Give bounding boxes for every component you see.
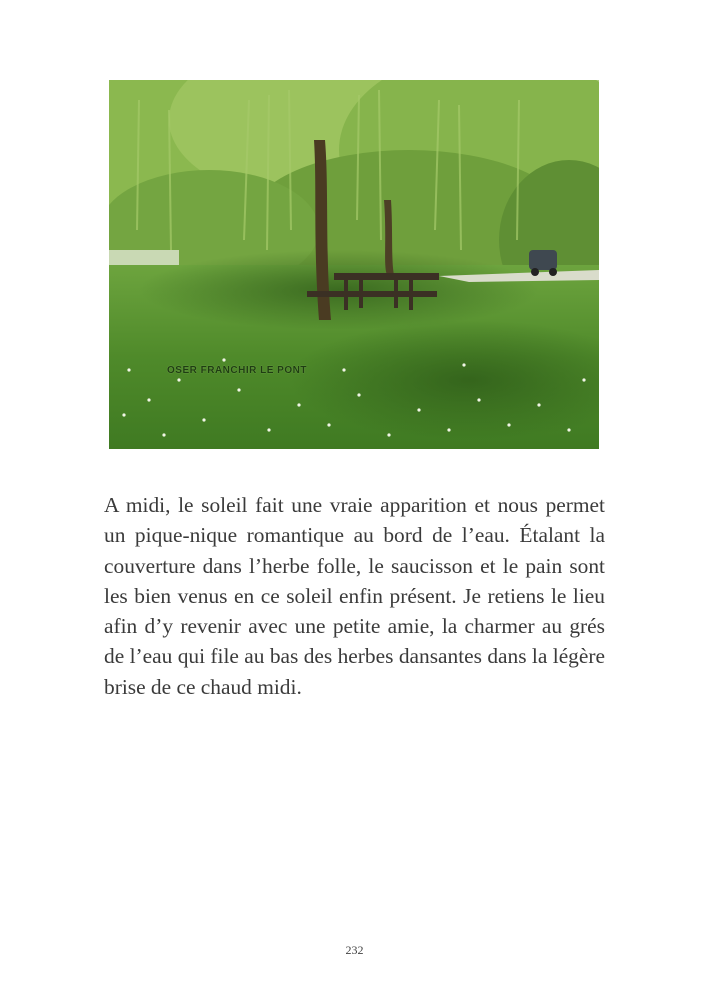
photo-watermark: OSER FRANCHIR LE PONT [167, 365, 307, 376]
park-scene-illustration [109, 80, 599, 449]
page-number: 232 [345, 943, 364, 957]
park-photo [109, 80, 599, 449]
body-paragraph: A midi, le soleil fait une vraie apparition et nous permet un pique-nique romantique au bord de l’eau. Étalant la couverture dans l’herbe folle, le saucisson et le pain sont les bien venus en ce soleil enfin présent. Je retiens le lieu afin d’y revenir avec une petite amie, la charmer au grés de l’eau qui file au bas des herbes dansantes dans la légère brise de ce chaud midi. [104, 493, 605, 699]
